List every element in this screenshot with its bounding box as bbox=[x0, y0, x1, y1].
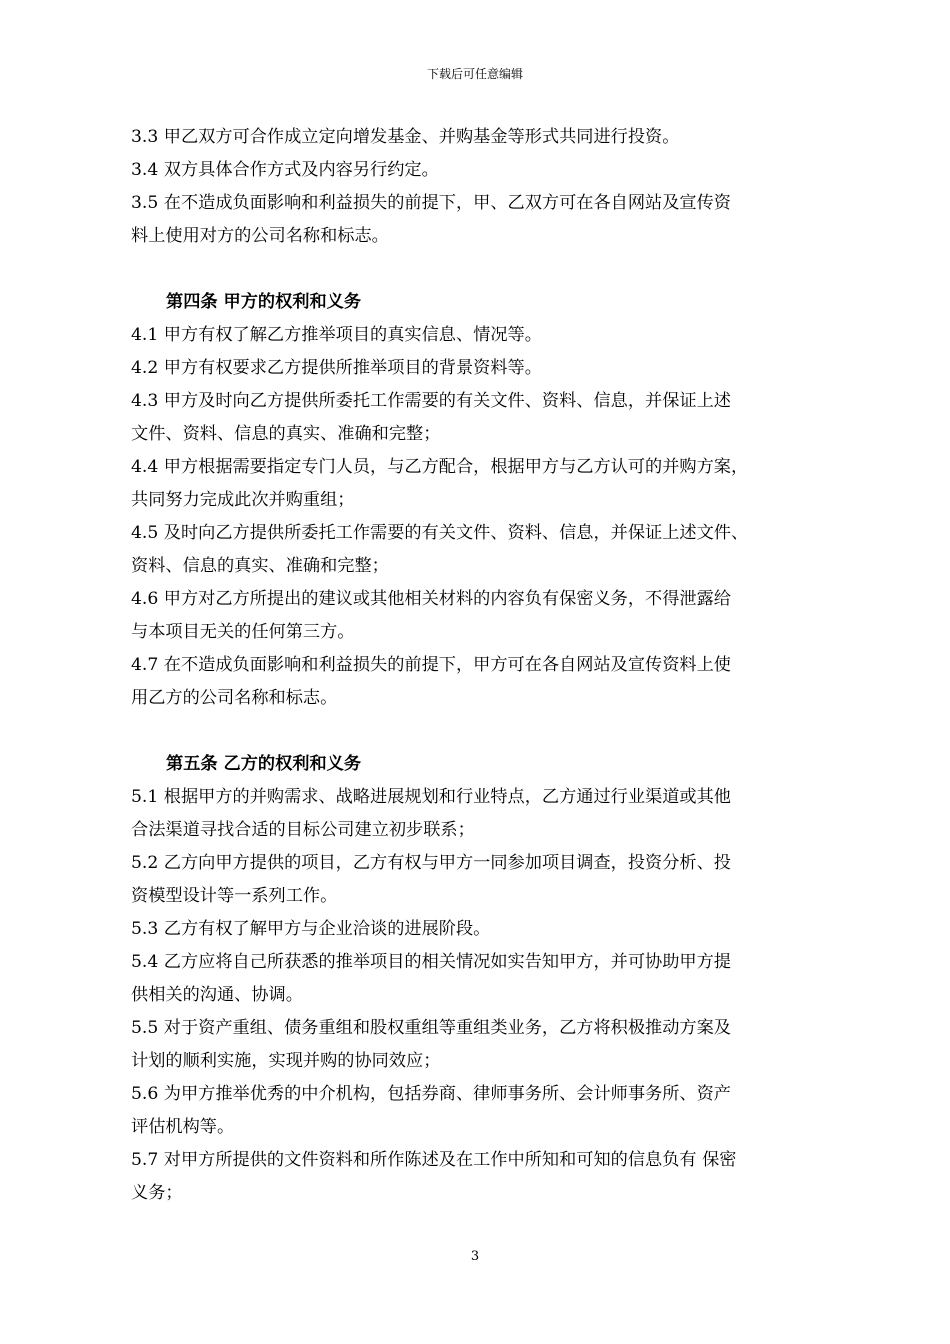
clause-line: 5.2 乙方向甲方提供的项目，乙方有权与甲方一同参加项目调查，投资分析、投 bbox=[131, 853, 731, 873]
clause-line: 料上使用对方的公司名称和标志。 bbox=[131, 226, 389, 246]
clause-line: 5.6 为甲方推举优秀的中介机构，包括券商、律师事务所、会计师事务所、资产 bbox=[131, 1084, 731, 1104]
clause-line: 3.5 在不造成负面影响和利益损失的前提下，甲、乙双方可在各自网站及宣传资 bbox=[131, 193, 731, 213]
clause-line: 5.5 对于资产重组、债务重组和股权重组等重组类业务，乙方将积极推动方案及 bbox=[131, 1018, 731, 1038]
clause-line: 3.3 甲乙双方可合作成立定向增发基金、并购基金等形式共同进行投资。 bbox=[131, 127, 680, 147]
clause-line: 共同努力完成此次并购重组； bbox=[131, 490, 355, 510]
clause-line: 资料、信息的真实、准确和完整； bbox=[131, 556, 389, 576]
clause-line: 5.4 乙方应将自己所获悉的推举项目的相关情况如实告知甲方，并可协助甲方提 bbox=[131, 952, 731, 972]
clause-line: 4.6 甲方对乙方所提出的建议或其他相关材料的内容负有保密义务，不得泄露给 bbox=[131, 589, 731, 609]
clause-line: 3.4 双方具体合作方式及内容另行约定。 bbox=[131, 160, 439, 180]
clause-line: 4.1 甲方有权了解乙方推举项目的真实信息、情况等。 bbox=[131, 325, 542, 345]
section-4 bbox=[131, 286, 821, 715]
clause-line: 5.3 乙方有权了解甲方与企业洽谈的进展阶段。 bbox=[131, 919, 491, 939]
page-number: 3 bbox=[470, 1249, 480, 1264]
clause-line: 计划的顺利实施，实现并购的协同效应； bbox=[131, 1051, 441, 1071]
intro-clauses bbox=[131, 121, 821, 253]
clause-line: 资模型设计等一系列工作。 bbox=[131, 886, 338, 906]
clause-line: 4.3 甲方及时向乙方提供所委托工作需要的有关文件、资料、信息，并保证上述 bbox=[131, 391, 731, 411]
clause-line: 5.7 对甲方所提供的文件资料和所作陈述及在工作中所知和可知的信息负有 保密 bbox=[131, 1150, 737, 1170]
clause-line: 4.5 及时向乙方提供所委托工作需要的有关文件、资料、信息，并保证上述文件、 bbox=[131, 523, 749, 543]
clause-line: 评估机构等。 bbox=[131, 1117, 235, 1137]
section-5 bbox=[131, 748, 821, 1210]
section-title: 第四条 甲方的权利和义务 bbox=[166, 292, 362, 312]
document-body bbox=[131, 121, 821, 1210]
clause-line: 用乙方的公司名称和标志。 bbox=[131, 688, 338, 708]
clause-line: 与本项目无关的任何第三方。 bbox=[131, 622, 355, 642]
clause-line: 4.2 甲方有权要求乙方提供所推举项目的背景资料等。 bbox=[131, 358, 542, 378]
page-header: 下载后可任意编辑 bbox=[426, 67, 523, 81]
clause-line: 5.1 根据甲方的并购需求、战略进展规划和行业特点，乙方通过行业渠道或其他 bbox=[131, 787, 731, 807]
clause-line: 供相关的沟通、协调。 bbox=[131, 985, 303, 1005]
clause-line: 4.7 在不造成负面影响和利益损失的前提下，甲方可在各自网站及宣传资料上使 bbox=[131, 655, 731, 675]
clause-line: 4.4 甲方根据需要指定专门人员，与乙方配合，根据甲方与乙方认可的并购方案， bbox=[131, 457, 749, 477]
clause-line: 义务； bbox=[131, 1183, 183, 1203]
clause-line: 合法渠道寻找合适的目标公司建立初步联系； bbox=[131, 820, 475, 840]
clause-line: 文件、资料、信息的真实、准确和完整； bbox=[131, 424, 441, 444]
section-title: 第五条 乙方的权利和义务 bbox=[166, 754, 362, 774]
